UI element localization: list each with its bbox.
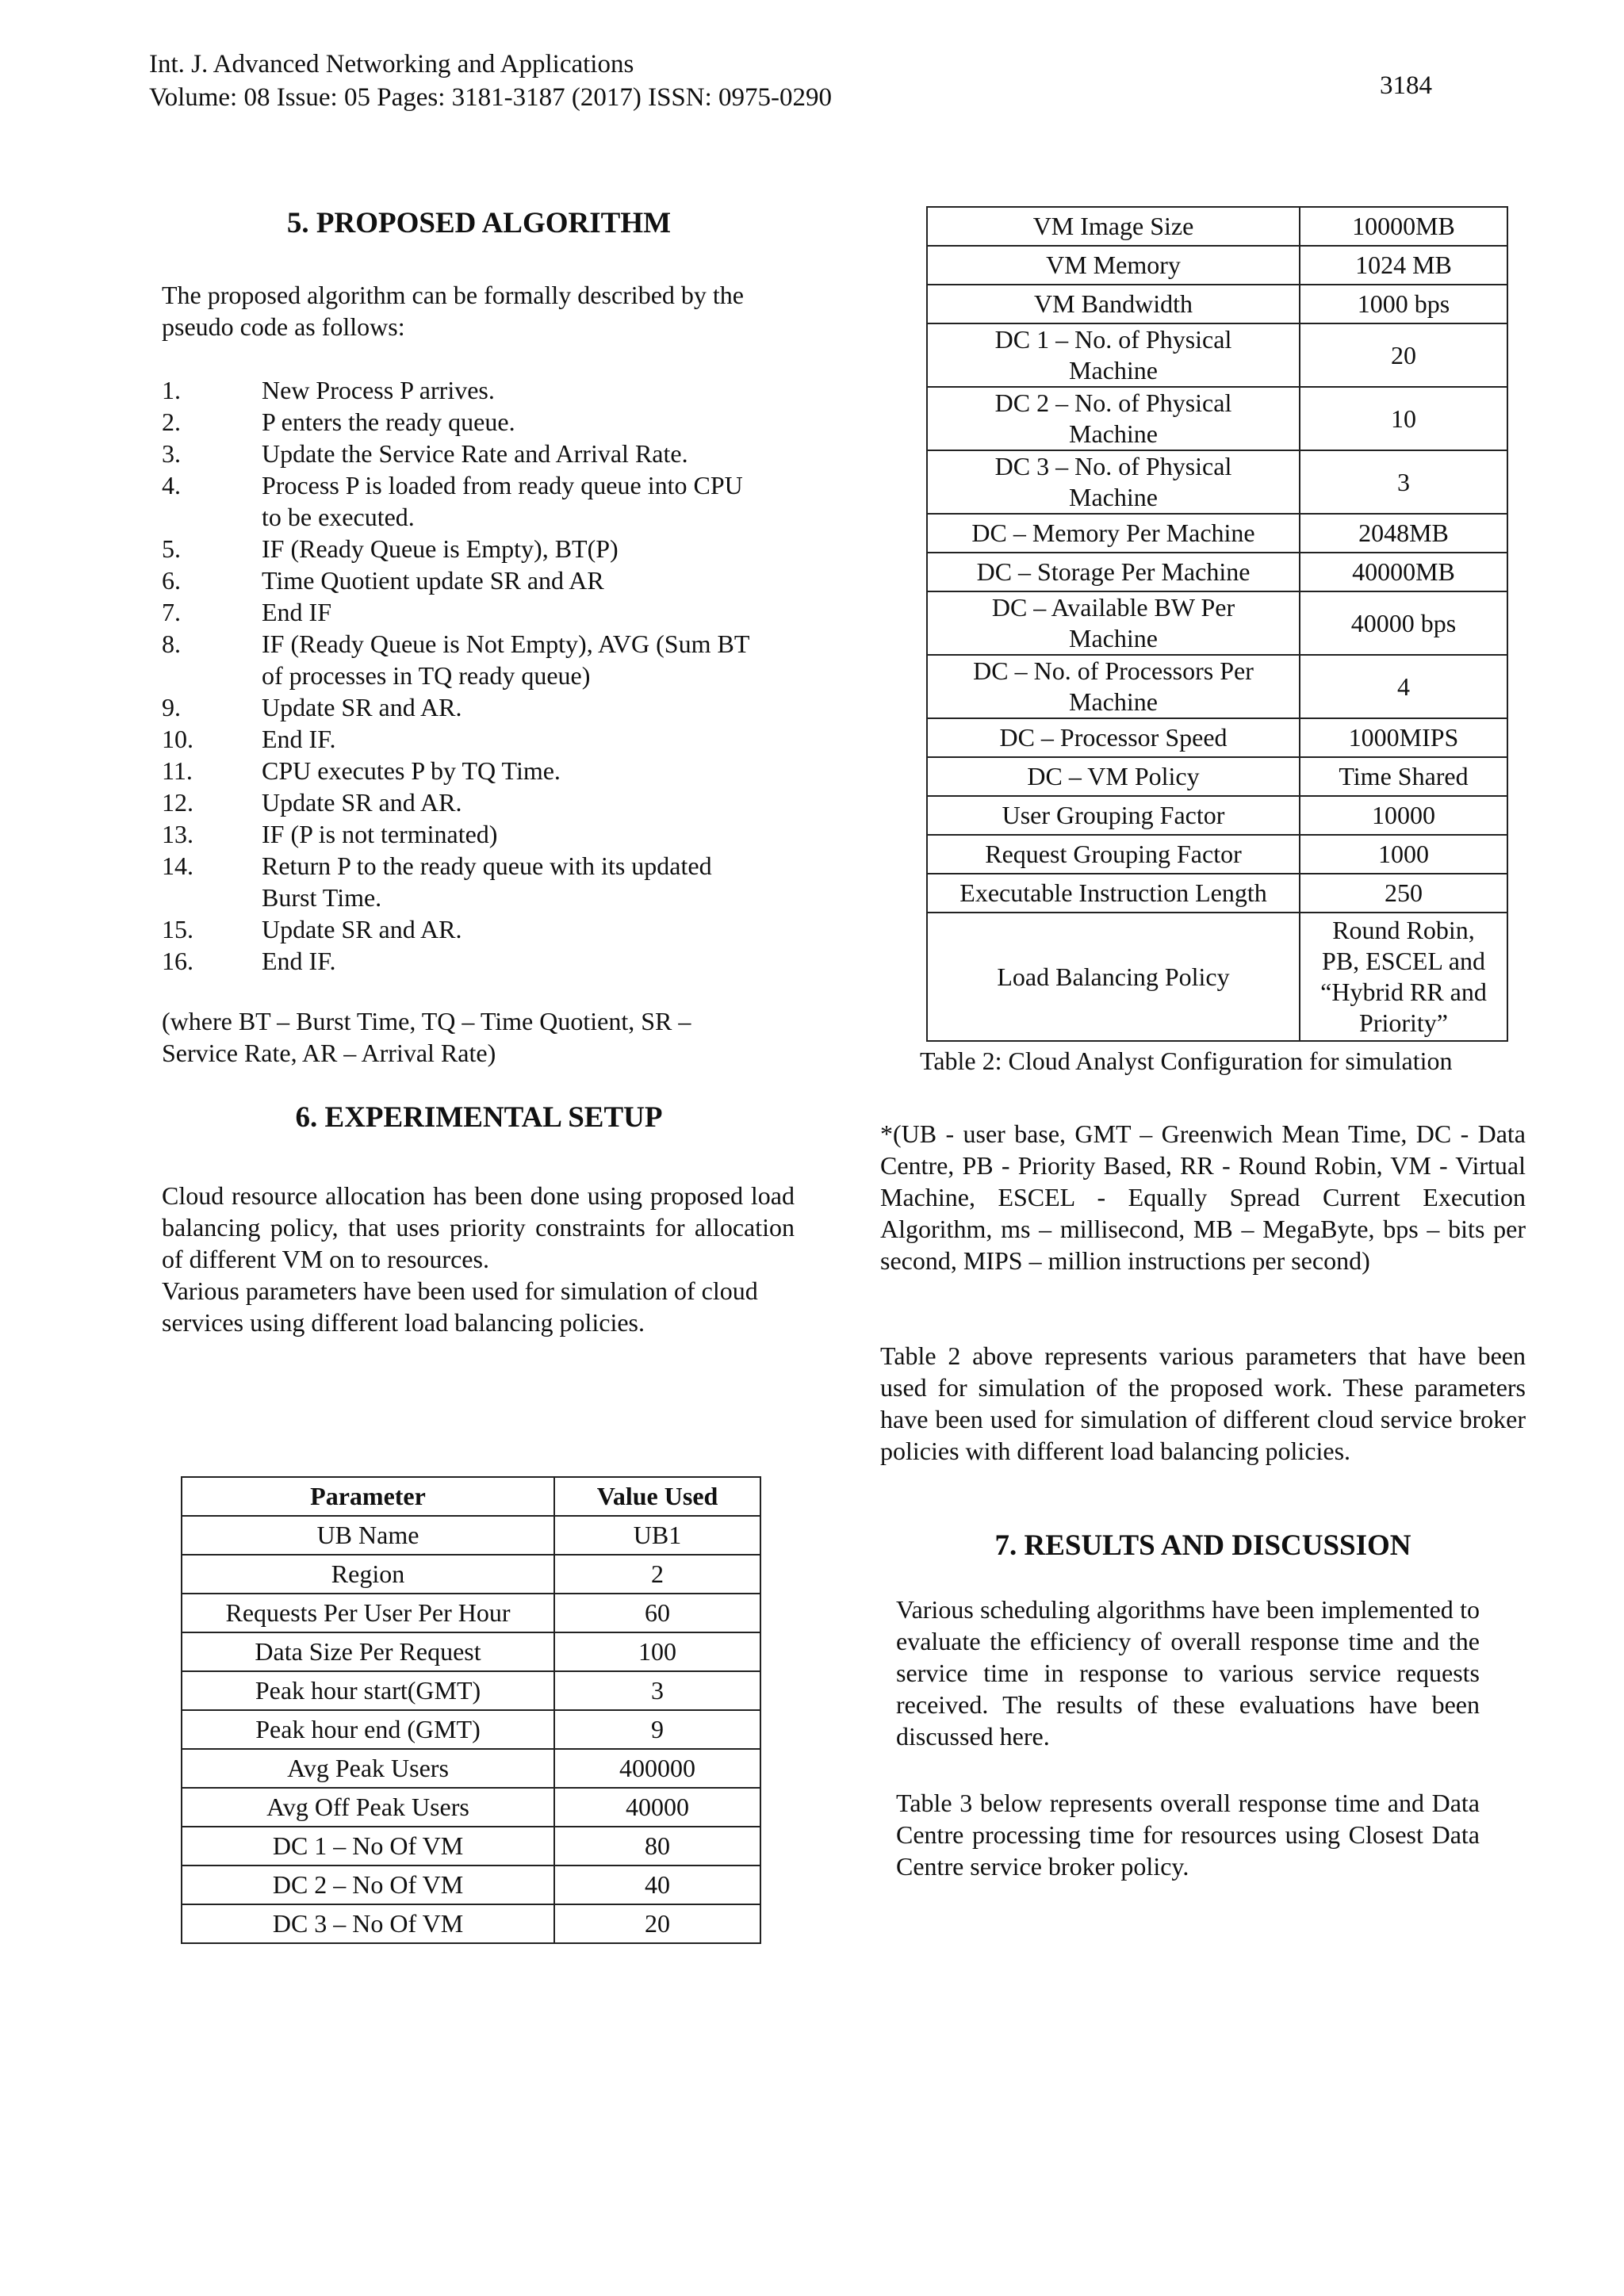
parameter-cell: Peak hour end (GMT) bbox=[182, 1710, 554, 1749]
abbreviation-note: (where BT – Burst Time, TQ – Time Quotient, SR – Service Rate, AR – Arrival Rate) bbox=[162, 1007, 691, 1067]
value-cell: 40000MB bbox=[1300, 553, 1507, 591]
pseudo-step bbox=[162, 691, 796, 723]
table-row bbox=[182, 1594, 760, 1632]
column-header-parameter: Parameter bbox=[182, 1477, 554, 1516]
parameter-cell: Executable Instruction Length bbox=[927, 874, 1300, 913]
step-number: 15. bbox=[162, 915, 193, 943]
value-cell: 10000MB bbox=[1300, 207, 1507, 246]
parameter-cell: Request Grouping Factor bbox=[927, 835, 1300, 874]
journal-title: Int. J. Advanced Networking and Applications bbox=[149, 50, 634, 78]
value-cell: Round Robin, PB, ESCEL and “Hybrid RR and Priority” bbox=[1300, 913, 1507, 1041]
table-header-row bbox=[182, 1477, 760, 1516]
value-cell: 20 bbox=[1300, 323, 1507, 387]
parameter-cell: VM Image Size bbox=[927, 207, 1300, 246]
table-row bbox=[182, 1749, 760, 1788]
table-row bbox=[927, 323, 1507, 387]
table-row bbox=[927, 450, 1507, 514]
value-cell: 1000 bbox=[1300, 835, 1507, 874]
parameter-cell: DC – No. of Processors Per Machine bbox=[927, 655, 1300, 718]
step-text: IF (P is not terminated) bbox=[262, 820, 498, 848]
parameter-cell: DC 1 – No. of Physical Machine bbox=[927, 323, 1300, 387]
step-number: 12. bbox=[162, 788, 193, 817]
abbreviation-footnote: *(UB - user base, GMT – Greenwich Mean Time, DC - Data Centre, PB - Priority Based, RR - Round Robin, VM - Virtual Machine, ESCEL - Equally Spread Current Execution Algorithm, ms – millisecond, MB – MegaByte, bps – bits per second, MIPS – million instructions per second) bbox=[880, 1119, 1526, 1275]
table-row bbox=[927, 796, 1507, 835]
configuration-table bbox=[926, 206, 1508, 1042]
pseudo-step bbox=[162, 755, 796, 786]
step-text: Update the Service Rate and Arrival Rate. bbox=[262, 439, 688, 468]
step-text: Update SR and AR. bbox=[262, 915, 462, 943]
table-row bbox=[182, 1904, 760, 1943]
table-row bbox=[927, 835, 1507, 874]
value-cell: 2048MB bbox=[1300, 514, 1507, 553]
parameter-cell: DC – VM Policy bbox=[927, 757, 1300, 796]
step-number: 1. bbox=[162, 376, 181, 404]
step-text: IF (Ready Queue is Empty), BT(P) bbox=[262, 534, 619, 563]
step-text: Update SR and AR. bbox=[262, 788, 462, 817]
parameter-cell: DC 3 – No. of Physical Machine bbox=[927, 450, 1300, 514]
pseudo-step bbox=[162, 564, 796, 596]
section-7-para-2: Table 3 below represents overall response time and Data Centre processing time for resources using Closest Data Centre service broker policy. bbox=[896, 1789, 1480, 1881]
pseudo-step bbox=[162, 945, 796, 977]
table-row bbox=[927, 874, 1507, 913]
section-7-para-1: Various scheduling algorithms have been implemented to evaluate the efficiency of overall response time and the service time in response to various service requests received. The results of these evaluations have been discussed here. bbox=[896, 1595, 1480, 1751]
pseudo-step bbox=[162, 913, 796, 945]
pseudo-step bbox=[162, 533, 796, 564]
parameter-cell: Load Balancing Policy bbox=[927, 913, 1300, 1041]
table-row bbox=[927, 285, 1507, 323]
parameter-cell: Avg Peak Users bbox=[182, 1749, 554, 1788]
step-text: CPU executes P by TQ Time. bbox=[262, 756, 561, 785]
value-cell: 60 bbox=[554, 1594, 760, 1632]
parameter-cell: VM Memory bbox=[927, 246, 1300, 285]
value-cell: 100 bbox=[554, 1632, 760, 1671]
value-cell: 1024 MB bbox=[1300, 246, 1507, 285]
step-number: 16. bbox=[162, 947, 193, 975]
pseudo-step bbox=[162, 438, 796, 469]
pseudo-step bbox=[162, 596, 796, 628]
pseudo-step bbox=[162, 469, 796, 533]
value-cell: 10 bbox=[1300, 387, 1507, 450]
parameter-cell: DC 2 – No Of VM bbox=[182, 1866, 554, 1904]
step-text: End IF bbox=[262, 598, 331, 626]
table-row bbox=[182, 1671, 760, 1710]
step-text: End IF. bbox=[262, 947, 336, 975]
value-cell: 80 bbox=[554, 1827, 760, 1866]
value-cell: 40 bbox=[554, 1866, 760, 1904]
table-row bbox=[927, 718, 1507, 757]
value-cell: 20 bbox=[554, 1904, 760, 1943]
section-5-heading: 5. PROPOSED ALGORITHM bbox=[286, 207, 672, 239]
volume-line: Volume: 08 Issue: 05 Pages: 3181-3187 (2017) ISSN: 0975-0290 bbox=[149, 83, 833, 112]
table-row bbox=[182, 1827, 760, 1866]
value-cell: 3 bbox=[1300, 450, 1507, 514]
parameter-cell: Region bbox=[182, 1555, 554, 1594]
pseudo-step bbox=[162, 723, 796, 755]
parameter-cell: DC 2 – No. of Physical Machine bbox=[927, 387, 1300, 450]
section-7-heading: 7. RESULTS AND DISCUSSION bbox=[994, 1529, 1411, 1562]
step-number: 2. bbox=[162, 408, 181, 436]
step-number: 11. bbox=[162, 756, 193, 785]
pseudo-code-list bbox=[162, 374, 796, 977]
value-cell: 9 bbox=[554, 1710, 760, 1749]
table-row bbox=[927, 246, 1507, 285]
value-cell: UB1 bbox=[554, 1516, 760, 1555]
pseudo-step bbox=[162, 374, 796, 406]
table-row bbox=[927, 591, 1507, 655]
value-cell: 40000 bps bbox=[1300, 591, 1507, 655]
pseudo-step bbox=[162, 818, 796, 850]
value-cell: 250 bbox=[1300, 874, 1507, 913]
parameter-cell: DC – Available BW Per Machine bbox=[927, 591, 1300, 655]
step-number: 7. bbox=[162, 598, 181, 626]
value-cell: 1000 bps bbox=[1300, 285, 1507, 323]
table-2-caption: Table 2: Cloud Analyst Configuration for simulation bbox=[920, 1047, 1453, 1075]
section-6-para-1: Cloud resource allocation has been done using proposed load balancing policy, that uses priority constraints for allocation of different VM on to resources. bbox=[162, 1181, 795, 1273]
column-header-value: Value Used bbox=[554, 1477, 760, 1516]
step-number: 6. bbox=[162, 566, 181, 595]
step-text: Process P is loaded from ready queue into CPU to be executed. bbox=[262, 471, 743, 531]
value-cell: 1000MIPS bbox=[1300, 718, 1507, 757]
step-number: 5. bbox=[162, 534, 181, 563]
parameter-cell: User Grouping Factor bbox=[927, 796, 1300, 835]
pseudo-step bbox=[162, 406, 796, 438]
parameter-cell: DC 1 – No Of VM bbox=[182, 1827, 554, 1866]
pseudo-step bbox=[162, 850, 796, 913]
running-header bbox=[149, 48, 832, 114]
value-cell: 4 bbox=[1300, 655, 1507, 718]
table-row bbox=[182, 1632, 760, 1671]
table-row bbox=[927, 655, 1507, 718]
parameter-cell: DC – Storage Per Machine bbox=[927, 553, 1300, 591]
table-row bbox=[182, 1710, 760, 1749]
section-6-heading: 6. EXPERIMENTAL SETUP bbox=[295, 1101, 663, 1134]
value-cell: 2 bbox=[554, 1555, 760, 1594]
step-text: P enters the ready queue. bbox=[262, 408, 515, 436]
step-number: 9. bbox=[162, 693, 181, 721]
step-text: Return P to the ready queue with its updated Burst Time. bbox=[262, 851, 712, 912]
value-cell: Time Shared bbox=[1300, 757, 1507, 796]
step-text: IF (Ready Queue is Not Empty), AVG (Sum BT of processes in TQ ready queue) bbox=[262, 629, 749, 690]
step-number: 10. bbox=[162, 725, 193, 753]
step-text: New Process P arrives. bbox=[262, 376, 495, 404]
step-text: End IF. bbox=[262, 725, 336, 753]
table-row bbox=[927, 913, 1507, 1041]
parameter-cell: DC 3 – No Of VM bbox=[182, 1904, 554, 1943]
table-row bbox=[927, 553, 1507, 591]
section-5-intro: The proposed algorithm can be formally described by the pseudo code as follows: bbox=[162, 281, 744, 341]
step-number: 4. bbox=[162, 471, 181, 499]
table-row bbox=[182, 1516, 760, 1555]
parameter-cell: Requests Per User Per Hour bbox=[182, 1594, 554, 1632]
table-row bbox=[927, 207, 1507, 246]
step-number: 14. bbox=[162, 851, 193, 880]
step-number: 8. bbox=[162, 629, 181, 658]
table-row bbox=[927, 387, 1507, 450]
step-text: Time Quotient update SR and AR bbox=[262, 566, 604, 595]
step-text: Update SR and AR. bbox=[262, 693, 462, 721]
parameter-cell: VM Bandwidth bbox=[927, 285, 1300, 323]
parameter-cell: DC – Processor Speed bbox=[927, 718, 1300, 757]
table-row bbox=[182, 1555, 760, 1594]
pseudo-step bbox=[162, 628, 796, 691]
table-row bbox=[182, 1866, 760, 1904]
table-row bbox=[927, 757, 1507, 796]
step-number: 3. bbox=[162, 439, 181, 468]
parameter-cell: UB Name bbox=[182, 1516, 554, 1555]
table-row bbox=[182, 1788, 760, 1827]
table-row bbox=[927, 514, 1507, 553]
parameter-cell: Data Size Per Request bbox=[182, 1632, 554, 1671]
value-cell: 3 bbox=[554, 1671, 760, 1710]
value-cell: 10000 bbox=[1300, 796, 1507, 835]
parameter-cell: Avg Off Peak Users bbox=[182, 1788, 554, 1827]
pseudo-step bbox=[162, 786, 796, 818]
value-cell: 40000 bbox=[554, 1788, 760, 1827]
value-cell: 400000 bbox=[554, 1749, 760, 1788]
table-2-description: Table 2 above represents various parameters that have been used for simulation of the proposed work. These parameters have been used for simulation of different cloud service broker policies with different load balancing policies. bbox=[880, 1341, 1526, 1465]
section-6-para-2: Various parameters have been used for simulation of cloud services using different load balancing policies. bbox=[162, 1276, 758, 1337]
page-number: 3184 bbox=[1380, 71, 1432, 100]
parameter-cell: Peak hour start(GMT) bbox=[182, 1671, 554, 1710]
parameter-cell: DC – Memory Per Machine bbox=[927, 514, 1300, 553]
step-number: 13. bbox=[162, 820, 193, 848]
parameter-table bbox=[181, 1476, 761, 1944]
